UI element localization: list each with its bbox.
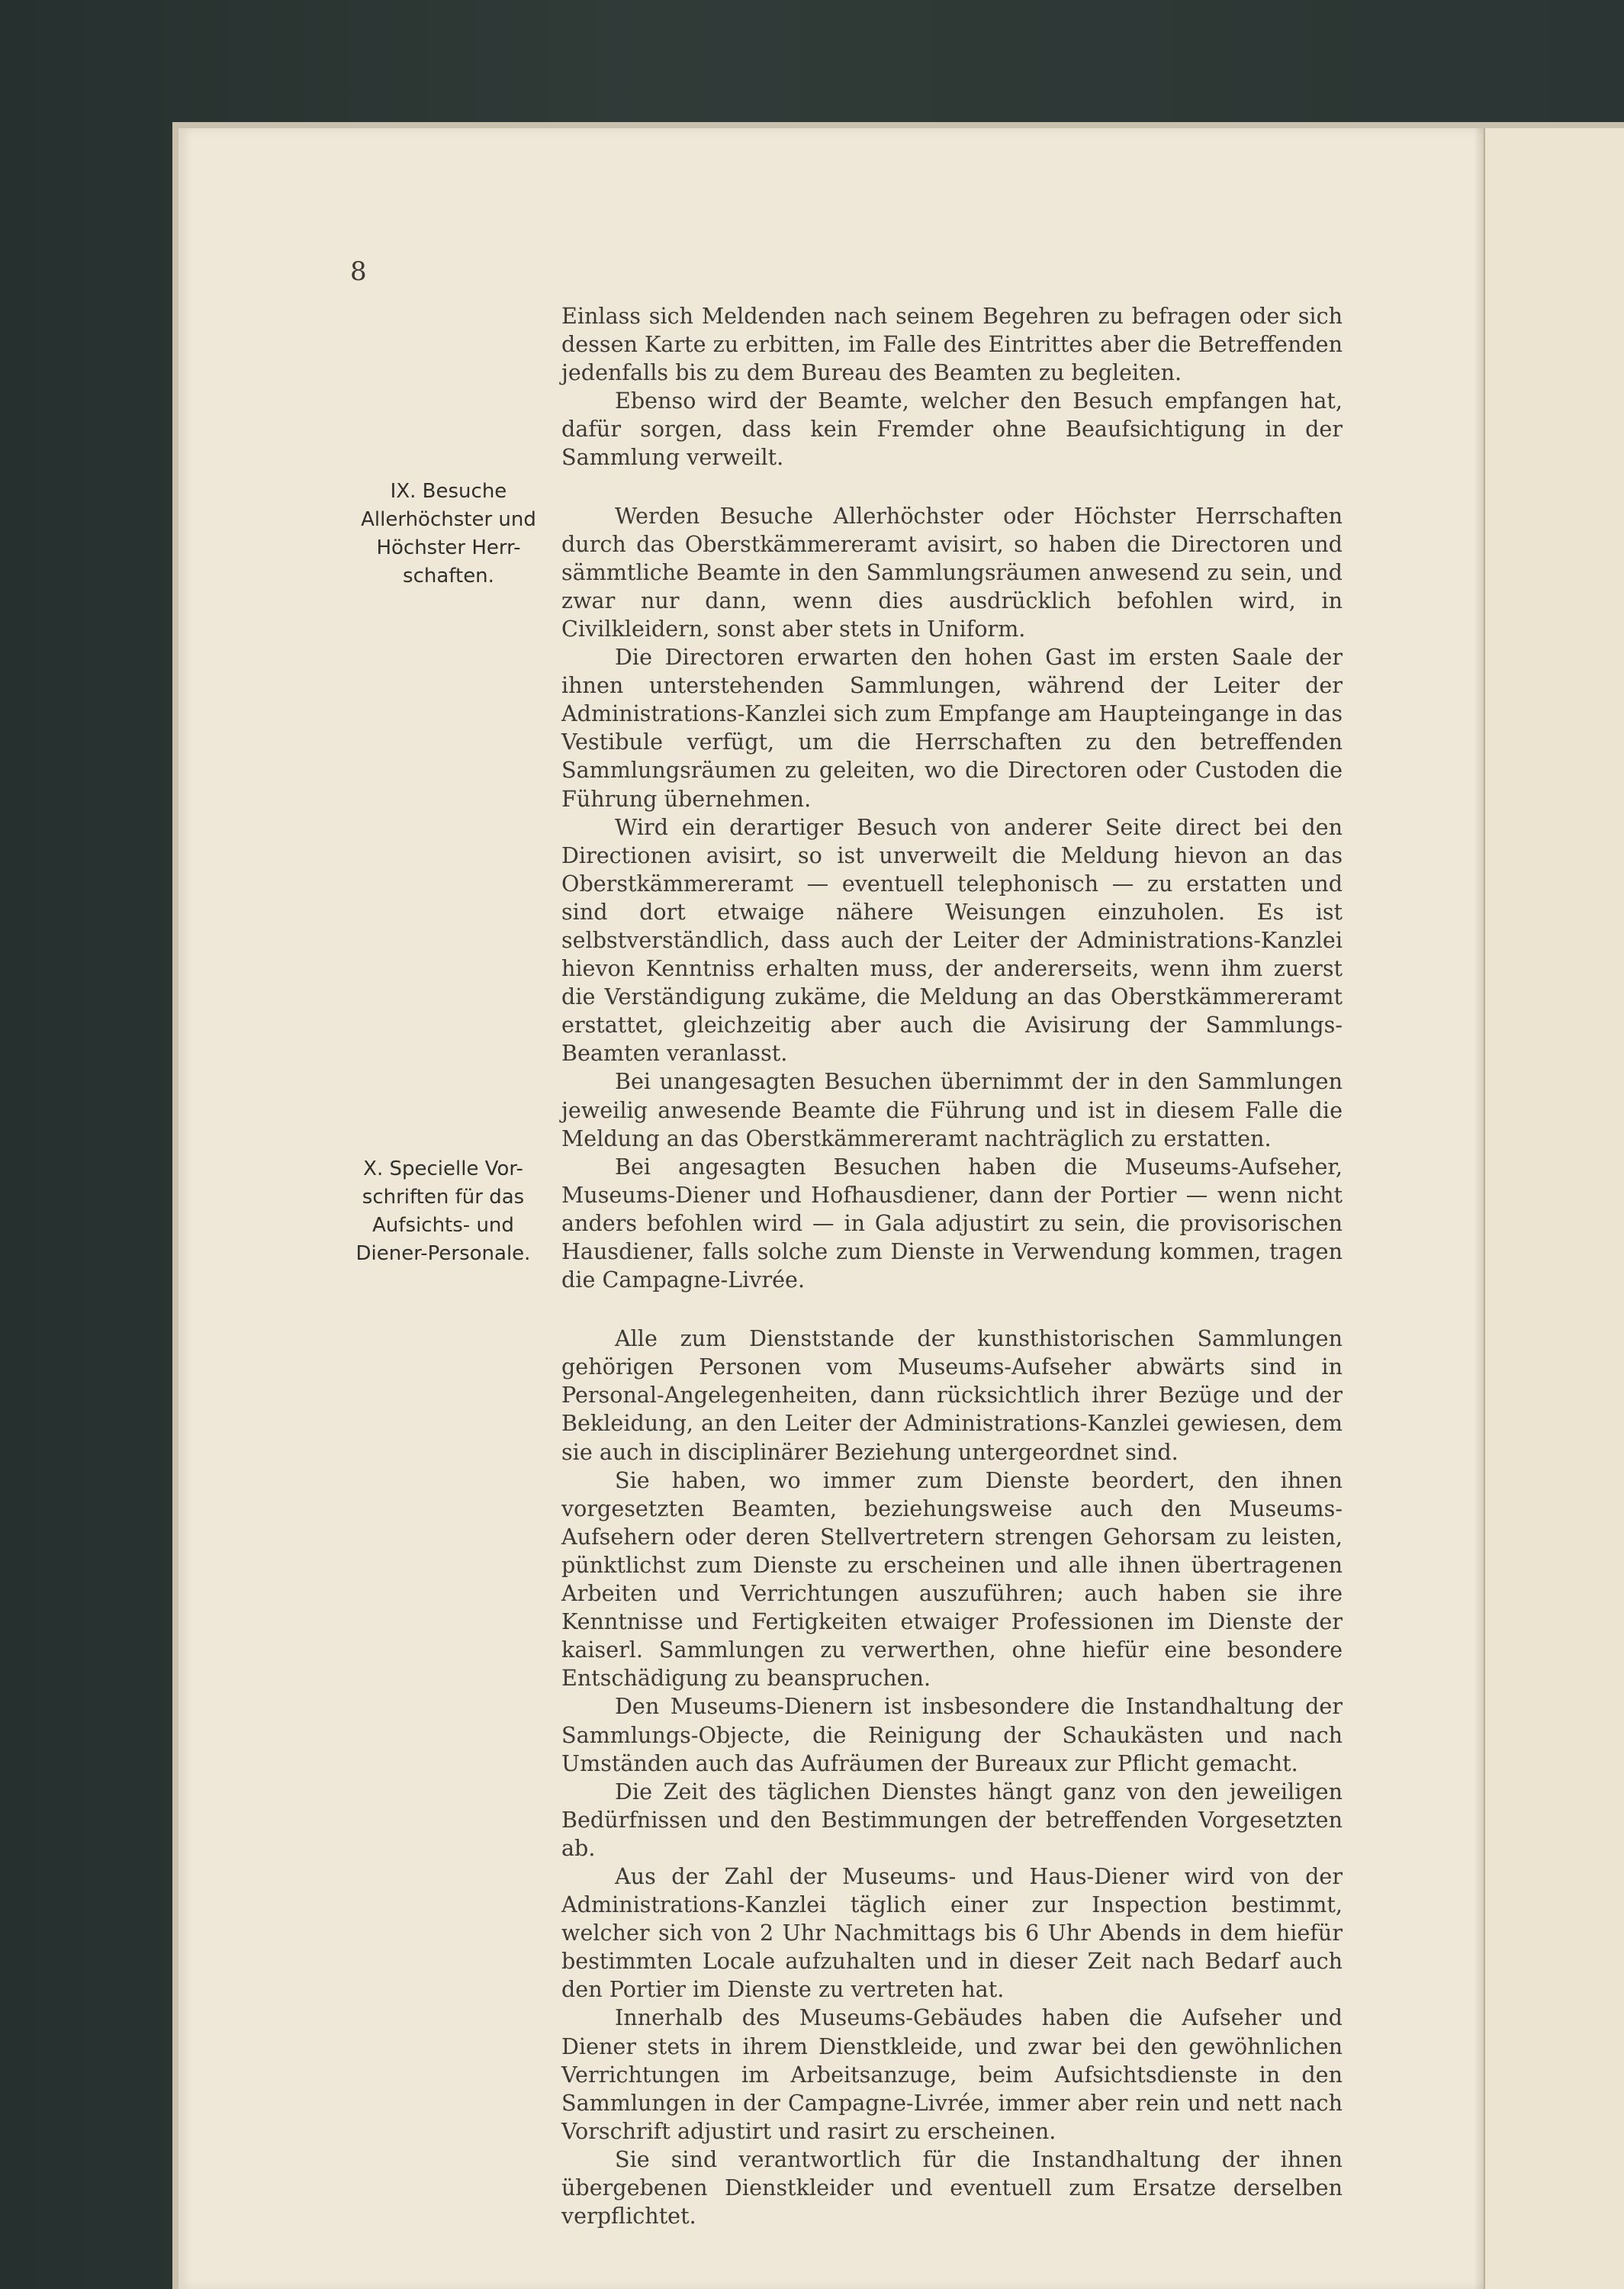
marginal-heading-line: Allerhöchster und [361, 508, 536, 531]
paragraph: Bei angesagten Besuchen haben die Museums-Aufseher, Museums-Diener und Hofhausdiener, dann der Portier — wenn nicht anders befohlen wird — in Gala adjustirt zu sein, die provisorischen Hausdiener, falls solche zum Dienste in Verwendung kommen, tragen die Campagne-Livrée. [561, 1153, 1343, 1293]
marginal-heading-x [348, 1155, 539, 1268]
body-text [561, 302, 1343, 2230]
marginal-heading-line: Höchster Herr- [376, 536, 521, 559]
marginal-heading-line: schriften für das [362, 1186, 525, 1209]
page-number: 8 [350, 256, 367, 287]
paragraph: Die Directoren erwarten den hohen Gast im ersten Saale der ihnen unterstehenden Sammlungen, während der Leiter der Administrations-Kanzlei sich zum Empfange am Haupteingange in das Vestibule verfügt, um die Herrschaften zu den betreffenden Sammlungsräumen zu geleiten, wo die Directoren oder Custoden die Führung übernehmen. [561, 644, 1343, 812]
paragraph: Alle zum Dienststande der kunsthistorischen Sammlungen gehörigen Personen vom Museums-Aufseher abwärts sind in Personal-Angelegenheiten, dann rücksichtlich ihrer Bezüge und der Bekleidung, an den Leiter der Administrations-Kanzlei gewiesen, dem sie auch in disciplinärer Beziehung untergeordnet sind. [561, 1325, 1343, 1465]
paragraph: Die Zeit des täglichen Dienstes hängt ganz von den jeweiligen Bedürfnissen und den Bestimmungen der betreffenden Vorgesetzten ab. [561, 1778, 1343, 1861]
marginal-heading-line: X. Specielle Vor- [363, 1157, 523, 1180]
section-intro [561, 302, 1343, 472]
marginal-heading-line: Diener-Personale. [355, 1242, 531, 1265]
paragraph: Ebenso wird der Beamte, welcher den Besuch empfangen hat, dafür sorgen, dass kein Fremder ohne Beaufsichtigung in der Sammlung verweilt. [561, 388, 1343, 471]
marginal-heading-line: schaften. [403, 565, 494, 588]
marginal-heading-line: Aufsichts- und [372, 1214, 514, 1237]
paragraph: Einlass sich Meldenden nach seinem Begehren zu befragen oder sich dessen Karte zu erbitten, im Falle des Eintrittes aber die Betreffenden jedenfalls bis zu dem Bureau des Beamten zu begleiten. [561, 303, 1343, 386]
section-ix [561, 502, 1343, 1295]
section-x [561, 1325, 1343, 2230]
paragraph: Bei unangesagten Besuchen übernimmt der in den Sammlungen jeweilig anwesende Beamte die Führung und ist in diesem Falle die Meldung an das Oberstkämmereramt nachträglich zu erstatten. [561, 1068, 1343, 1151]
next-page-edge [1484, 128, 1624, 2289]
page-fold-shadow [1474, 128, 1484, 2289]
marginal-heading-ix [342, 478, 555, 591]
paragraph: Aus der Zahl der Museums- und Haus-Diener wird von der Administrations-Kanzlei täglich einer zur Inspection bestimmt, welcher sich von 2 Uhr Nachmittags bis 6 Uhr Abends in dem hiefür bestimmten Locale aufzuhalten und in dieser Zeit nach Bedarf auch den Portier im Dienste zu vertreten hat. [561, 1862, 1343, 2003]
paragraph: Innerhalb des Museums-Gebäudes haben die Aufseher und Diener stets in ihrem Dienstkleide, und zwar bei den gewöhnlichen Verrichtungen im Arbeitsanzuge, beim Aufsichtsdienste in den Sammlungen in der Campagne-Livrée, immer aber rein und nett nach Vorschrift adjustirt und rasirt zu erscheinen. [561, 2004, 1343, 2144]
paragraph: Wird ein derartiger Besuch von anderer Seite direct bei den Directionen avisirt, so ist unverweilt die Meldung hievon an das Oberstkämmereramt — eventuell telephonisch — zu erstatten und sind dort etwaige nähere Weisungen einzuholen. Es ist selbstverständlich, dass auch der Leiter der Administrations-Kanzlei hievon Kenntniss erhalten muss, der andererseits, wenn ihm zuerst die Verständigung zukäme, die Meldung an das Oberstkämmereramt erstattet, gleichzeitig aber auch die Avisirung der Sammlungs-Beamten veranlasst. [561, 813, 1343, 1067]
paragraph: Werden Besuche Allerhöchster oder Höchster Herrschaften durch das Oberstkämmereramt avisirt, so haben die Directoren und sämmtliche Beamte in den Sammlungsräumen anwesend zu sein, und zwar nur dann, wenn dies ausdrücklich befohlen wird, in Civilkleidern, sonst aber stets in Uniform. [561, 502, 1343, 642]
paragraph: Den Museums-Dienern ist insbesondere die Instandhaltung der Sammlungs-Objecte, die Reinigung der Schaukästen und nach Umständen auch das Aufräumen der Bureaux zur Pflicht gemacht. [561, 1693, 1343, 1776]
paragraph: Sie sind verantwortlich für die Instandhaltung der ihnen übergebenen Dienstkleider und eventuell zum Ersatze derselben verpflichtet. [561, 2146, 1343, 2229]
paragraph: Sie haben, wo immer zum Dienste beordert, den ihnen vorgesetzten Beamten, beziehungsweise auch den Museums-Aufsehern oder deren Stellvertretern strengen Gehorsam zu leisten, pünktlichst zum Dienste zu erscheinen und alle ihnen übertragenen Arbeiten und Verrichtungen auszuführen; auch haben sie ihre Kenntnisse und Fertigkeiten etwaiger Professionen im Dienste der kaiserl. Sammlungen zu verwerthen, ohne hiefür eine besondere Entschädigung zu beanspruchen. [561, 1466, 1343, 1692]
marginal-heading-line: IX. Besuche [390, 480, 507, 503]
